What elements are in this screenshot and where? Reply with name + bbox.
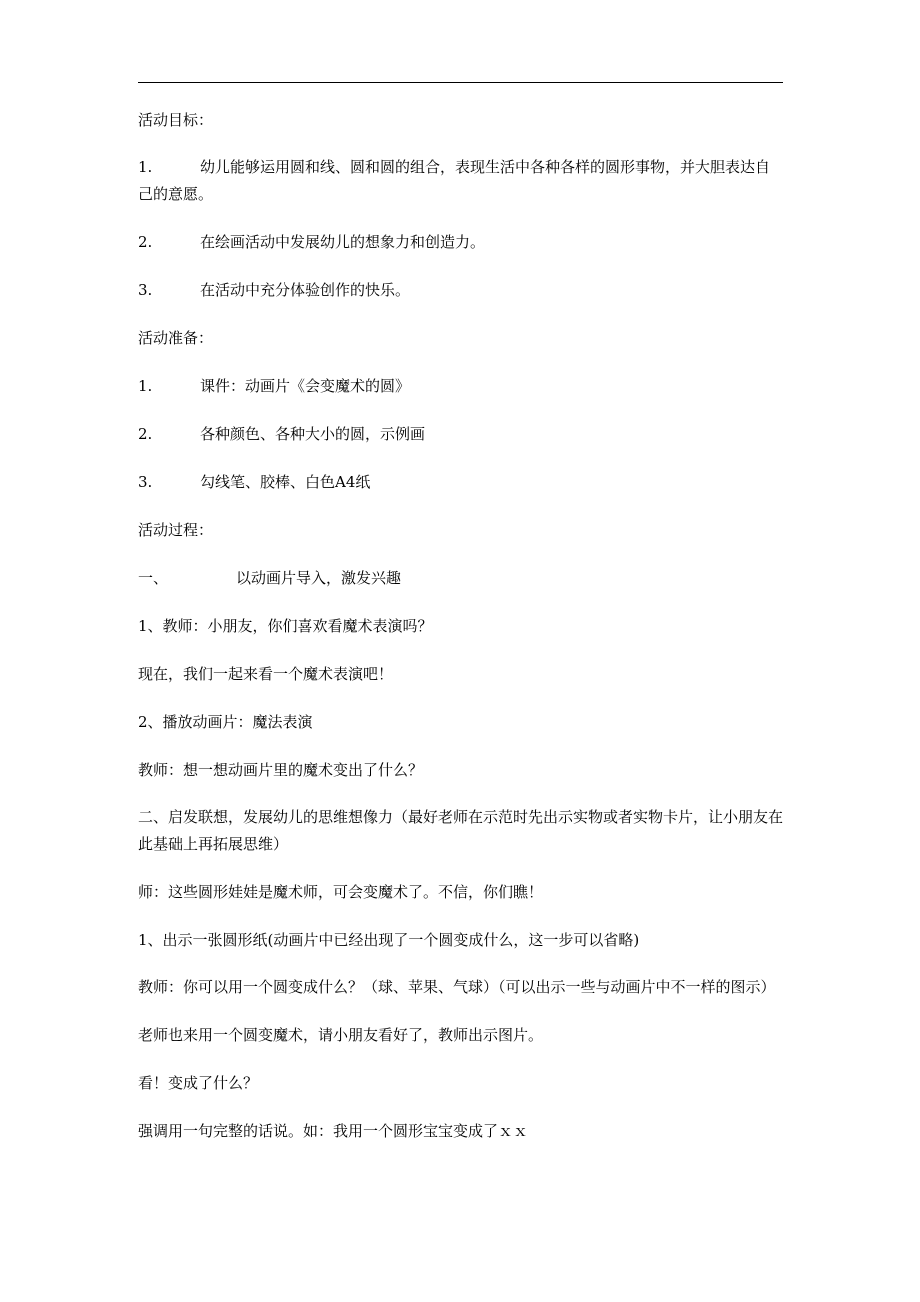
process-step-1 <box>138 564 783 592</box>
step-text: 以动画片导入，激发兴趣 <box>236 569 402 587</box>
prep-item-1 <box>138 372 783 400</box>
paragraph-8: 教师：你可以用一个圆变成什么？（球、苹果、气球）（可以出示一些与动画片中不一样的图示） <box>138 978 776 996</box>
prep-number: 2. <box>138 425 153 443</box>
goal-text: 幼儿能够运用圆和线、圆和圆的组合，表现生活中各种各样的圆形事物，并大胆表达自己的意愿。 <box>138 158 771 203</box>
prep-heading: 活动准备： <box>138 329 214 347</box>
paragraph-2: 现在，我们一起来看一个魔术表演吧！ <box>138 665 394 683</box>
paragraph-10: 看！变成了什么？ <box>138 1074 259 1092</box>
step-number: 一、 <box>138 569 169 587</box>
paragraph-1: 1、教师：小朋友，你们喜欢看魔术表演吗？ <box>138 617 433 635</box>
goal-item-2 <box>138 228 783 256</box>
goal-number: 1. <box>138 158 153 176</box>
header-rule <box>138 82 783 83</box>
prep-number: 1. <box>138 377 153 395</box>
prep-text: 各种颜色、各种大小的圆，示例画 <box>200 425 426 443</box>
prep-text: 课件：动画片《会变魔术的圆》 <box>200 377 411 395</box>
prep-text: 勾线笔、胶棒、白色A4纸 <box>200 473 371 491</box>
paragraph-9: 老师也来用一个圆变魔术，请小朋友看好了，教师出示图片。 <box>138 1026 544 1044</box>
goal-number: 2. <box>138 233 153 251</box>
goal-text: 在活动中充分体验创作的快乐。 <box>200 281 411 299</box>
process-heading: 活动过程： <box>138 521 214 539</box>
goal-text: 在绘画活动中发展幼儿的想象力和创造力。 <box>200 233 486 251</box>
goal-number: 3. <box>138 281 153 299</box>
paragraph-6: 师：这些圆形娃娃是魔术师，可会变魔术了。不信，你们瞧！ <box>138 883 544 901</box>
paragraph-4: 教师：想一想动画片里的魔术变出了什么？ <box>138 761 424 779</box>
goal-item-1 <box>138 154 783 208</box>
prep-item-2 <box>138 420 783 448</box>
paragraph-11: 强调用一句完整的话说。如：我用一个圆形宝宝变成了ｘｘ <box>138 1122 529 1140</box>
paragraph-5: 二、启发联想，发展幼儿的思维想像力（最好老师在示范时先出示实物或者实物卡片，让小朋友在此基础上再拓展思维） <box>138 808 784 853</box>
goals-heading: 活动目标： <box>138 111 214 129</box>
goal-item-3 <box>138 276 783 304</box>
prep-item-3 <box>138 468 783 496</box>
paragraph-3: 2、播放动画片：魔法表演 <box>138 713 313 731</box>
prep-number: 3. <box>138 473 153 491</box>
paragraph-7: 1、出示一张圆形纸(动画片中已经出现了一个圆变成什么，这一步可以省略) <box>138 931 640 949</box>
document-body <box>138 106 783 1165</box>
